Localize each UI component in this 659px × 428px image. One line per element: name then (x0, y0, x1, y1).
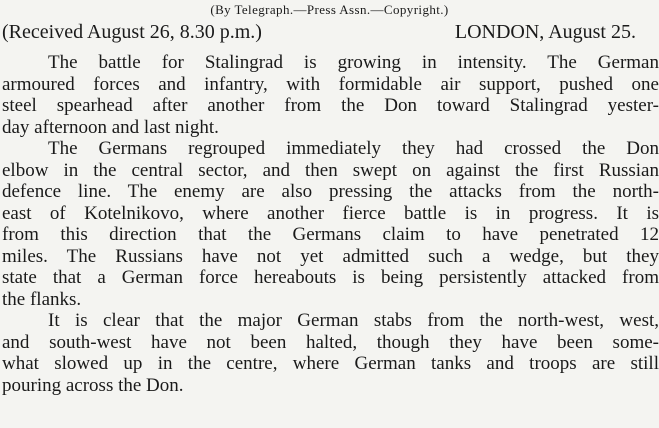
article-line: It is clear that the major German stabs from the north-west, west, (48, 310, 659, 331)
article-body (2, 52, 659, 396)
article-line: east of Kotelnikovo, where another fierce battle is in progress. It is (2, 202, 659, 224)
article-line: The Germans regrouped immediately they had crossed the Don (48, 138, 659, 159)
article-line: the flanks. (2, 288, 82, 310)
article-line: armoured forces and infantry, with formidable air support, pushed one (2, 73, 659, 95)
article-line: defence line. The enemy are also pressing the attacks from the north- (2, 181, 659, 202)
article-line: state that a German force hereabouts is being persistently attacked from (2, 267, 659, 288)
article-line: The battle for Stalingrad is growing in intensity. The German (48, 52, 659, 73)
article-line: elbow in the central sector, and then swept on against the first Russian (2, 159, 659, 181)
article-line: miles. The Russians have not yet admitted such a wedge, but they (2, 245, 659, 267)
article-line: what slowed up in the centre, where German tanks and troops are still (2, 353, 659, 374)
received-time: (Received August 26, 8.30 p.m.) (2, 21, 262, 43)
article-line: steel spearhead after another from the Don toward Stalingrad yester- (2, 95, 659, 116)
article-line: from this direction that the Germans claim to have penetrated 12 (2, 224, 659, 245)
article-line: day afternoon and last night. (2, 116, 219, 138)
article-line: and south-west have not been halted, though they have been some- (2, 331, 659, 353)
wire-credit: (By Telegraph.—Press Assn.—Copyright.) (210, 2, 449, 17)
location-date: LONDON, August 25. (454, 21, 636, 43)
article-line: pouring across the Don. (2, 374, 184, 396)
